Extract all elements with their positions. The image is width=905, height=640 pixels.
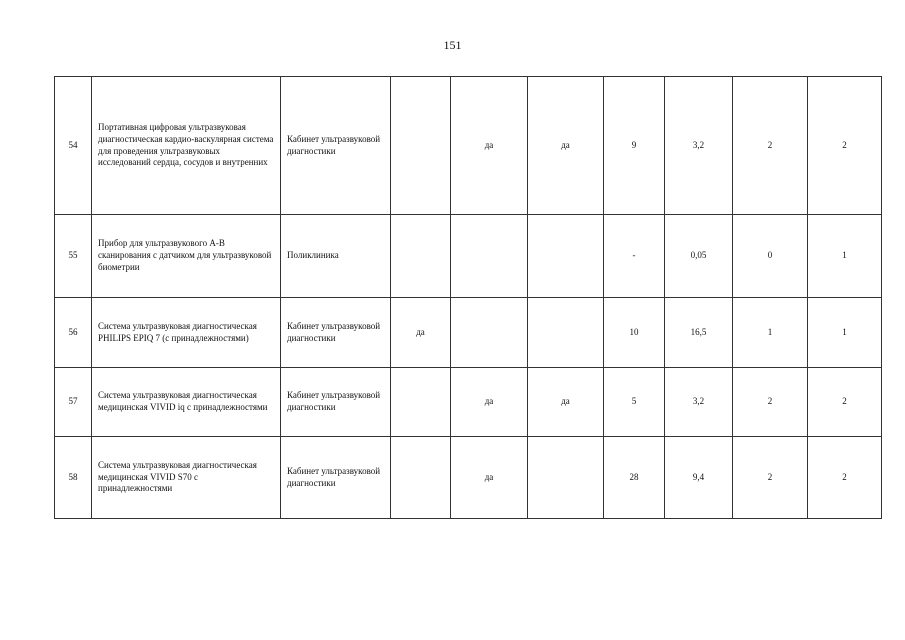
equipment-name: Портативная цифровая ультразвуковая диагностическая кардио-васкулярная система для проведения ультразвуковых исследований сердца, сосудов и внутренних — [92, 77, 281, 215]
cell-col-7: 1 — [808, 215, 882, 298]
cell-col-2: да — [451, 368, 528, 437]
location: Кабинет ультразвуковой диагностики — [281, 437, 391, 519]
cell-col-3 — [528, 298, 604, 368]
cell-col-6: 2 — [733, 77, 808, 215]
location: Кабинет ультразвуковой диагностики — [281, 77, 391, 215]
equipment-name: Система ультразвуковая диагностическая медицинская VIVID iq с принадлежностями — [92, 368, 281, 437]
location: Поликлиника — [281, 215, 391, 298]
equipment-table — [54, 76, 882, 519]
table-row — [55, 437, 882, 519]
cell-col-4: 28 — [604, 437, 665, 519]
cell-col-7: 2 — [808, 368, 882, 437]
cell-col-2: да — [451, 77, 528, 215]
row-number: 58 — [55, 437, 92, 519]
cell-col-1 — [391, 368, 451, 437]
equipment-name: Прибор для ультразвукового А-В сканирования с датчиком для ультразвуковой биометрии — [92, 215, 281, 298]
cell-col-7: 1 — [808, 298, 882, 368]
table-row — [55, 215, 882, 298]
cell-col-6: 2 — [733, 368, 808, 437]
equipment-name: Система ультразвуковая диагностическая PHILIPS EPIQ 7 (с принадлежностями) — [92, 298, 281, 368]
row-number: 57 — [55, 368, 92, 437]
cell-col-2: да — [451, 437, 528, 519]
cell-col-2 — [451, 298, 528, 368]
cell-col-5: 16,5 — [665, 298, 733, 368]
page-number: 151 — [443, 38, 462, 52]
cell-col-3: да — [528, 77, 604, 215]
cell-col-5: 3,2 — [665, 368, 733, 437]
cell-col-3 — [528, 215, 604, 298]
row-number: 56 — [55, 298, 92, 368]
cell-col-4: 5 — [604, 368, 665, 437]
cell-col-5: 9,4 — [665, 437, 733, 519]
location: Кабинет ультразвуковой диагностики — [281, 298, 391, 368]
table-row — [55, 298, 882, 368]
cell-col-3: да — [528, 368, 604, 437]
cell-col-3 — [528, 437, 604, 519]
cell-col-5: 3,2 — [665, 77, 733, 215]
cell-col-4: 9 — [604, 77, 665, 215]
cell-col-7: 2 — [808, 437, 882, 519]
cell-col-1: да — [391, 298, 451, 368]
cell-col-6: 1 — [733, 298, 808, 368]
cell-col-6: 2 — [733, 437, 808, 519]
table-row — [55, 368, 882, 437]
cell-col-1 — [391, 437, 451, 519]
equipment-name: Система ультразвуковая диагностическая медицинская VIVID S70 с принадлежностями — [92, 437, 281, 519]
cell-col-1 — [391, 77, 451, 215]
table-row — [55, 77, 882, 215]
cell-col-4: 10 — [604, 298, 665, 368]
cell-col-7: 2 — [808, 77, 882, 215]
cell-col-1 — [391, 215, 451, 298]
row-number: 54 — [55, 77, 92, 215]
cell-col-4: - — [604, 215, 665, 298]
cell-col-2 — [451, 215, 528, 298]
location: Кабинет ультразвуковой диагностики — [281, 368, 391, 437]
row-number: 55 — [55, 215, 92, 298]
cell-col-6: 0 — [733, 215, 808, 298]
cell-col-5: 0,05 — [665, 215, 733, 298]
